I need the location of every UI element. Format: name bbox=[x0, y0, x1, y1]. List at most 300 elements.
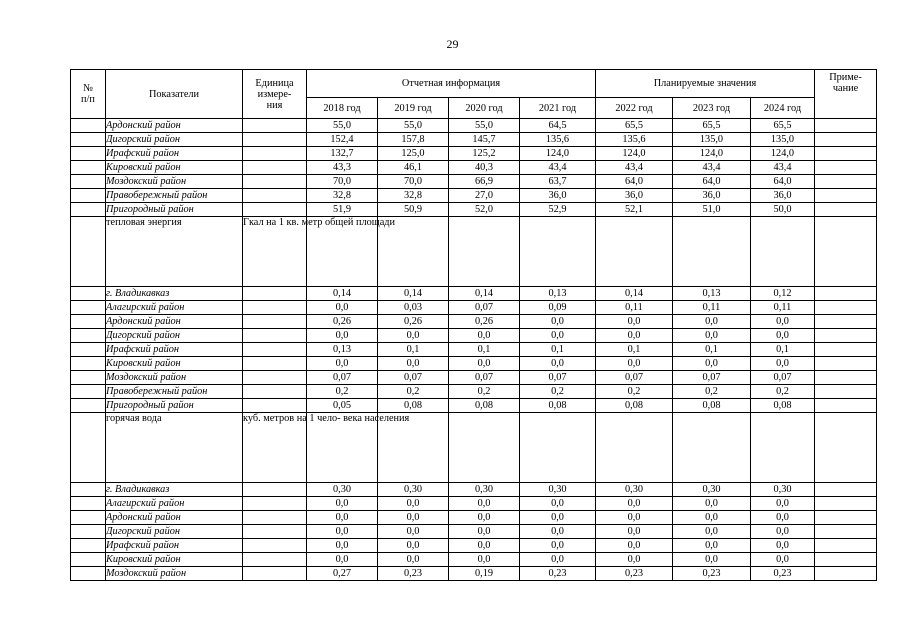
value-cell: 64,5 bbox=[520, 119, 596, 133]
value-cell: 0,07 bbox=[751, 371, 815, 385]
row-num-cell bbox=[71, 483, 106, 497]
table-row bbox=[71, 511, 877, 525]
value-cell: 0,0 bbox=[673, 357, 751, 371]
value-cell: 0,14 bbox=[596, 287, 673, 301]
value-cell: 40,3 bbox=[449, 161, 520, 175]
unit-cell bbox=[243, 161, 307, 175]
value-cell: 0,0 bbox=[307, 525, 378, 539]
table-row bbox=[71, 399, 877, 413]
row-num-cell bbox=[71, 189, 106, 203]
table-row bbox=[71, 189, 877, 203]
value-cell: 0,30 bbox=[378, 483, 449, 497]
value-cell: 124,0 bbox=[673, 147, 751, 161]
row-num-cell bbox=[71, 525, 106, 539]
empty-cell bbox=[751, 217, 815, 287]
value-cell: 0,2 bbox=[307, 385, 378, 399]
header-year: 2022 год bbox=[596, 98, 673, 119]
value-cell: 65,5 bbox=[596, 119, 673, 133]
value-cell: 0,07 bbox=[378, 371, 449, 385]
value-cell: 0,0 bbox=[751, 553, 815, 567]
value-cell: 0,23 bbox=[673, 567, 751, 581]
row-num-cell bbox=[71, 539, 106, 553]
value-cell: 0,23 bbox=[378, 567, 449, 581]
unit-cell bbox=[243, 315, 307, 329]
value-cell: 0,27 bbox=[307, 567, 378, 581]
unit-cell bbox=[243, 357, 307, 371]
row-num-cell bbox=[71, 567, 106, 581]
value-cell: 0,0 bbox=[596, 315, 673, 329]
value-cell: 0,0 bbox=[378, 539, 449, 553]
row-num-cell bbox=[71, 553, 106, 567]
value-cell: 0,0 bbox=[596, 329, 673, 343]
table-row bbox=[71, 133, 877, 147]
header-num bbox=[71, 70, 106, 119]
value-cell: 0,13 bbox=[673, 287, 751, 301]
district-name: г. Владикавказ bbox=[106, 483, 243, 497]
value-cell: 135,6 bbox=[520, 133, 596, 147]
table-row bbox=[71, 385, 877, 399]
value-cell: 0,0 bbox=[449, 539, 520, 553]
value-cell: 66,9 bbox=[449, 175, 520, 189]
value-cell: 0,19 bbox=[449, 567, 520, 581]
value-cell: 0,0 bbox=[751, 525, 815, 539]
note-cell bbox=[815, 133, 877, 147]
value-cell: 36,0 bbox=[673, 189, 751, 203]
value-cell: 135,6 bbox=[596, 133, 673, 147]
section-heat-unit: Гкал на 1 кв. метр общей площади bbox=[243, 217, 307, 287]
unit-cell bbox=[243, 119, 307, 133]
note-cell bbox=[815, 483, 877, 497]
district-name: Ирафский район bbox=[106, 343, 243, 357]
district-name: Дигорский район bbox=[106, 133, 243, 147]
value-cell: 0,0 bbox=[378, 525, 449, 539]
row-num-cell bbox=[71, 203, 106, 217]
value-cell: 64,0 bbox=[673, 175, 751, 189]
table-row bbox=[71, 329, 877, 343]
value-cell: 0,0 bbox=[520, 539, 596, 553]
row-num-cell bbox=[71, 161, 106, 175]
value-cell: 0,0 bbox=[449, 329, 520, 343]
note-cell bbox=[815, 147, 877, 161]
table-row bbox=[71, 539, 877, 553]
header-year: 2024 год bbox=[751, 98, 815, 119]
value-cell: 0,0 bbox=[378, 497, 449, 511]
value-cell: 52,0 bbox=[449, 203, 520, 217]
section-num-cell bbox=[71, 413, 106, 483]
value-cell: 32,8 bbox=[307, 189, 378, 203]
note-cell bbox=[815, 301, 877, 315]
table-row bbox=[71, 315, 877, 329]
note-cell bbox=[815, 539, 877, 553]
district-name: Кировский район bbox=[106, 161, 243, 175]
section-water-unit: куб. метров на 1 чело- века населения bbox=[243, 413, 307, 483]
table-row bbox=[71, 553, 877, 567]
unit-cell bbox=[243, 189, 307, 203]
value-cell: 0,0 bbox=[673, 497, 751, 511]
value-cell: 36,0 bbox=[751, 189, 815, 203]
value-cell: 0,08 bbox=[751, 399, 815, 413]
indicators-table bbox=[70, 69, 877, 581]
unit-cell bbox=[243, 553, 307, 567]
table-row bbox=[71, 287, 877, 301]
unit-cell bbox=[243, 483, 307, 497]
value-cell: 0,0 bbox=[673, 511, 751, 525]
value-cell: 65,5 bbox=[751, 119, 815, 133]
value-cell: 0,0 bbox=[751, 357, 815, 371]
value-cell: 50,9 bbox=[378, 203, 449, 217]
unit-cell bbox=[243, 203, 307, 217]
value-cell: 0,0 bbox=[449, 553, 520, 567]
table-row bbox=[71, 147, 877, 161]
value-cell: 0,2 bbox=[449, 385, 520, 399]
value-cell: 0,07 bbox=[449, 371, 520, 385]
district-name: Правобережный район bbox=[106, 189, 243, 203]
row-num-cell bbox=[71, 385, 106, 399]
empty-cell bbox=[449, 413, 520, 483]
value-cell: 0,30 bbox=[596, 483, 673, 497]
value-cell: 0,0 bbox=[751, 539, 815, 553]
unit-cell bbox=[243, 133, 307, 147]
section-heat bbox=[71, 217, 877, 287]
unit-cell bbox=[243, 329, 307, 343]
value-cell: 0,0 bbox=[520, 553, 596, 567]
value-cell: 0,0 bbox=[520, 357, 596, 371]
row-num-cell bbox=[71, 357, 106, 371]
header-note bbox=[815, 70, 877, 119]
value-cell: 0,0 bbox=[596, 525, 673, 539]
value-cell: 0,0 bbox=[673, 553, 751, 567]
value-cell: 0,23 bbox=[596, 567, 673, 581]
row-num-cell bbox=[71, 119, 106, 133]
value-cell: 70,0 bbox=[307, 175, 378, 189]
header-num-text: № п/п bbox=[81, 83, 95, 105]
district-name: Алагирский район bbox=[106, 497, 243, 511]
value-cell: 36,0 bbox=[520, 189, 596, 203]
note-cell bbox=[815, 203, 877, 217]
district-name: Кировский район bbox=[106, 357, 243, 371]
value-cell: 27,0 bbox=[449, 189, 520, 203]
note-cell bbox=[815, 553, 877, 567]
value-cell: 0,11 bbox=[596, 301, 673, 315]
value-cell: 0,26 bbox=[307, 315, 378, 329]
value-cell: 65,5 bbox=[673, 119, 751, 133]
table-row bbox=[71, 119, 877, 133]
value-cell: 0,0 bbox=[673, 525, 751, 539]
group-2-body bbox=[71, 287, 877, 413]
value-cell: 0,30 bbox=[307, 483, 378, 497]
table-row bbox=[71, 301, 877, 315]
value-cell: 0,14 bbox=[449, 287, 520, 301]
table-row bbox=[71, 175, 877, 189]
page-number: 29 bbox=[446, 37, 459, 51]
section-water-name: горячая вода bbox=[106, 413, 243, 483]
value-cell: 36,0 bbox=[596, 189, 673, 203]
value-cell: 0,08 bbox=[520, 399, 596, 413]
district-name: Ардонский район bbox=[106, 315, 243, 329]
row-num-cell bbox=[71, 315, 106, 329]
value-cell: 124,0 bbox=[751, 147, 815, 161]
value-cell: 125,2 bbox=[449, 147, 520, 161]
header-indicators: Показатели bbox=[106, 70, 243, 119]
value-cell: 0,1 bbox=[596, 343, 673, 357]
value-cell: 0,23 bbox=[520, 567, 596, 581]
unit-cell bbox=[243, 301, 307, 315]
empty-cell bbox=[520, 413, 596, 483]
district-name: Моздокский район bbox=[106, 371, 243, 385]
header-note-text: Приме- чание bbox=[829, 72, 862, 94]
empty-cell bbox=[815, 413, 877, 483]
value-cell: 0,08 bbox=[378, 399, 449, 413]
value-cell: 0,2 bbox=[596, 385, 673, 399]
value-cell: 0,0 bbox=[751, 497, 815, 511]
value-cell: 0,0 bbox=[520, 525, 596, 539]
value-cell: 0,0 bbox=[596, 553, 673, 567]
section-water bbox=[71, 413, 877, 483]
note-cell bbox=[815, 329, 877, 343]
unit-cell bbox=[243, 287, 307, 301]
value-cell: 64,0 bbox=[751, 175, 815, 189]
value-cell: 0,0 bbox=[751, 315, 815, 329]
value-cell: 0,0 bbox=[378, 511, 449, 525]
value-cell: 132,7 bbox=[307, 147, 378, 161]
table-row bbox=[71, 357, 877, 371]
value-cell: 0,0 bbox=[307, 497, 378, 511]
section-num-cell bbox=[71, 217, 106, 287]
value-cell: 0,0 bbox=[520, 511, 596, 525]
value-cell: 0,30 bbox=[520, 483, 596, 497]
unit-cell bbox=[243, 175, 307, 189]
unit-cell bbox=[243, 497, 307, 511]
value-cell: 0,2 bbox=[520, 385, 596, 399]
value-cell: 0,26 bbox=[449, 315, 520, 329]
empty-cell bbox=[751, 413, 815, 483]
group-3-body bbox=[71, 483, 877, 581]
note-cell bbox=[815, 189, 877, 203]
value-cell: 0,30 bbox=[673, 483, 751, 497]
value-cell: 0,08 bbox=[449, 399, 520, 413]
value-cell: 124,0 bbox=[596, 147, 673, 161]
value-cell: 46,1 bbox=[378, 161, 449, 175]
empty-cell bbox=[673, 413, 751, 483]
row-num-cell bbox=[71, 343, 106, 357]
value-cell: 0,07 bbox=[307, 371, 378, 385]
value-cell: 0,1 bbox=[673, 343, 751, 357]
value-cell: 43,4 bbox=[596, 161, 673, 175]
value-cell: 0,1 bbox=[751, 343, 815, 357]
value-cell: 135,0 bbox=[751, 133, 815, 147]
note-cell bbox=[815, 371, 877, 385]
row-num-cell bbox=[71, 287, 106, 301]
table-row bbox=[71, 371, 877, 385]
note-cell bbox=[815, 497, 877, 511]
note-cell bbox=[815, 511, 877, 525]
value-cell: 55,0 bbox=[378, 119, 449, 133]
value-cell: 0,0 bbox=[378, 329, 449, 343]
value-cell: 43,4 bbox=[520, 161, 596, 175]
value-cell: 0,13 bbox=[520, 287, 596, 301]
note-cell bbox=[815, 315, 877, 329]
value-cell: 52,1 bbox=[596, 203, 673, 217]
value-cell: 0,2 bbox=[751, 385, 815, 399]
value-cell: 0,0 bbox=[520, 315, 596, 329]
header-reported: Отчетная информация bbox=[307, 70, 596, 98]
row-num-cell bbox=[71, 133, 106, 147]
unit-cell bbox=[243, 539, 307, 553]
value-cell: 0,0 bbox=[520, 497, 596, 511]
district-name: г. Владикавказ bbox=[106, 287, 243, 301]
table-row bbox=[71, 483, 877, 497]
value-cell: 50,0 bbox=[751, 203, 815, 217]
row-num-cell bbox=[71, 371, 106, 385]
value-cell: 0,14 bbox=[378, 287, 449, 301]
district-name: Ардонский район bbox=[106, 511, 243, 525]
note-cell bbox=[815, 343, 877, 357]
note-cell bbox=[815, 119, 877, 133]
unit-cell bbox=[243, 385, 307, 399]
district-name: Моздокский район bbox=[106, 175, 243, 189]
empty-cell bbox=[596, 413, 673, 483]
value-cell: 0,0 bbox=[596, 357, 673, 371]
value-cell: 0,26 bbox=[378, 315, 449, 329]
value-cell: 51,9 bbox=[307, 203, 378, 217]
value-cell: 0,0 bbox=[596, 511, 673, 525]
value-cell: 55,0 bbox=[307, 119, 378, 133]
header-year: 2018 год bbox=[307, 98, 378, 119]
district-name: Пригородный район bbox=[106, 203, 243, 217]
note-cell bbox=[815, 525, 877, 539]
header-unit-text: Единица измере- ния bbox=[255, 77, 294, 111]
row-num-cell bbox=[71, 497, 106, 511]
value-cell: 52,9 bbox=[520, 203, 596, 217]
table-row bbox=[71, 343, 877, 357]
value-cell: 0,23 bbox=[751, 567, 815, 581]
row-num-cell bbox=[71, 399, 106, 413]
value-cell: 51,0 bbox=[673, 203, 751, 217]
value-cell: 0,0 bbox=[596, 539, 673, 553]
value-cell: 0,0 bbox=[307, 511, 378, 525]
note-cell bbox=[815, 175, 877, 189]
value-cell: 145,7 bbox=[449, 133, 520, 147]
unit-cell bbox=[243, 399, 307, 413]
value-cell: 43,3 bbox=[307, 161, 378, 175]
value-cell: 0,1 bbox=[378, 343, 449, 357]
note-cell bbox=[815, 287, 877, 301]
value-cell: 0,08 bbox=[596, 399, 673, 413]
table-row bbox=[71, 497, 877, 511]
value-cell: 55,0 bbox=[449, 119, 520, 133]
value-cell: 157,8 bbox=[378, 133, 449, 147]
value-cell: 124,0 bbox=[520, 147, 596, 161]
value-cell: 0,0 bbox=[378, 357, 449, 371]
value-cell: 0,1 bbox=[520, 343, 596, 357]
header-planned: Планируемые значения bbox=[596, 70, 815, 98]
district-name: Дигорский район bbox=[106, 329, 243, 343]
value-cell: 0,0 bbox=[449, 357, 520, 371]
district-name: Ардонский район bbox=[106, 119, 243, 133]
unit-cell bbox=[243, 567, 307, 581]
value-cell: 0,13 bbox=[307, 343, 378, 357]
value-cell: 0,07 bbox=[673, 371, 751, 385]
value-cell: 43,4 bbox=[751, 161, 815, 175]
value-cell: 0,0 bbox=[673, 329, 751, 343]
note-cell bbox=[815, 399, 877, 413]
district-name: Ирафский район bbox=[106, 147, 243, 161]
district-name: Пригородный район bbox=[106, 399, 243, 413]
unit-cell bbox=[243, 511, 307, 525]
value-cell: 125,0 bbox=[378, 147, 449, 161]
value-cell: 152,4 bbox=[307, 133, 378, 147]
note-cell bbox=[815, 567, 877, 581]
value-cell: 0,0 bbox=[751, 329, 815, 343]
value-cell: 0,07 bbox=[449, 301, 520, 315]
value-cell: 0,0 bbox=[307, 553, 378, 567]
value-cell: 0,0 bbox=[673, 315, 751, 329]
value-cell: 0,03 bbox=[378, 301, 449, 315]
value-cell: 0,1 bbox=[449, 343, 520, 357]
value-cell: 0,0 bbox=[751, 511, 815, 525]
value-cell: 0,30 bbox=[751, 483, 815, 497]
district-name: Моздокский район bbox=[106, 567, 243, 581]
value-cell: 0,2 bbox=[378, 385, 449, 399]
value-cell: 0,14 bbox=[307, 287, 378, 301]
value-cell: 0,11 bbox=[673, 301, 751, 315]
value-cell: 135,0 bbox=[673, 133, 751, 147]
note-cell bbox=[815, 385, 877, 399]
value-cell: 0,30 bbox=[449, 483, 520, 497]
empty-cell bbox=[520, 217, 596, 287]
unit-cell bbox=[243, 525, 307, 539]
value-cell: 70,0 bbox=[378, 175, 449, 189]
value-cell: 0,2 bbox=[673, 385, 751, 399]
value-cell: 0,08 bbox=[673, 399, 751, 413]
district-name: Дигорский район bbox=[106, 525, 243, 539]
value-cell: 0,0 bbox=[449, 511, 520, 525]
value-cell: 0,0 bbox=[307, 539, 378, 553]
header-year: 2021 год bbox=[520, 98, 596, 119]
value-cell: 0,0 bbox=[596, 497, 673, 511]
table-row bbox=[71, 525, 877, 539]
table-row bbox=[71, 203, 877, 217]
value-cell: 32,8 bbox=[378, 189, 449, 203]
district-name: Кировский район bbox=[106, 553, 243, 567]
value-cell: 0,07 bbox=[520, 371, 596, 385]
value-cell: 63,7 bbox=[520, 175, 596, 189]
district-name: Правобережный район bbox=[106, 385, 243, 399]
value-cell: 0,09 bbox=[520, 301, 596, 315]
row-num-cell bbox=[71, 147, 106, 161]
header-year: 2019 год bbox=[378, 98, 449, 119]
note-cell bbox=[815, 357, 877, 371]
value-cell: 0,0 bbox=[449, 525, 520, 539]
value-cell: 43,4 bbox=[673, 161, 751, 175]
value-cell: 0,12 bbox=[751, 287, 815, 301]
row-num-cell bbox=[71, 511, 106, 525]
value-cell: 64,0 bbox=[596, 175, 673, 189]
unit-cell bbox=[243, 147, 307, 161]
value-cell: 0,0 bbox=[673, 539, 751, 553]
table-row bbox=[71, 567, 877, 581]
unit-cell bbox=[243, 371, 307, 385]
unit-cell bbox=[243, 343, 307, 357]
value-cell: 0,0 bbox=[520, 329, 596, 343]
value-cell: 0,0 bbox=[307, 357, 378, 371]
empty-cell bbox=[673, 217, 751, 287]
value-cell: 0,05 bbox=[307, 399, 378, 413]
empty-cell bbox=[596, 217, 673, 287]
value-cell: 0,0 bbox=[449, 497, 520, 511]
empty-cell bbox=[815, 217, 877, 287]
table-row bbox=[71, 161, 877, 175]
